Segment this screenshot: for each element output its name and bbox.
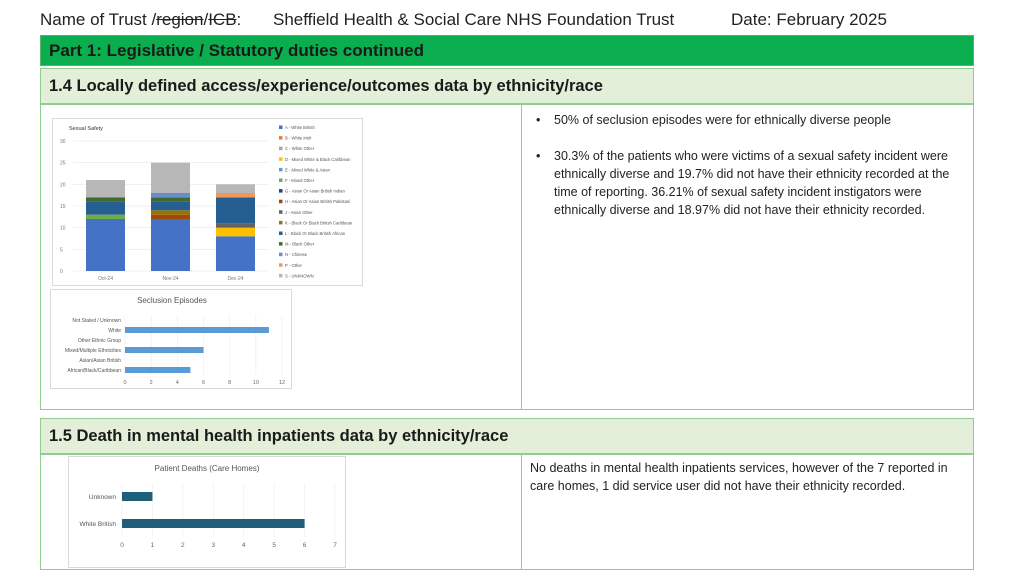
legend-label: B - White Irish	[285, 135, 312, 141]
deaths-bar	[122, 492, 152, 501]
y-category-label: African/Black/Caribbean	[67, 368, 121, 374]
stacked-bar-segment	[151, 197, 190, 201]
stacked-bar-segment	[216, 228, 255, 237]
legend-swatch	[279, 147, 283, 151]
x-tick-label: 10	[252, 380, 259, 386]
x-tick-label: 5	[272, 542, 276, 549]
legend-swatch	[279, 210, 283, 214]
legend-swatch	[279, 232, 283, 236]
y-category-label: Not Stated / Unknown	[72, 318, 121, 324]
legend-label: D - Mixed White & Black Caribbean	[285, 156, 351, 162]
chart-title: Sexual Safety	[69, 126, 103, 132]
legend-label: M - Black Other	[285, 241, 315, 247]
seclusion-bar	[125, 327, 269, 333]
y-tick-label: 15	[60, 204, 66, 210]
stacked-bar-segment	[151, 202, 190, 211]
x-tick-label: Nov-24	[162, 276, 179, 282]
stacked-bar-segment	[151, 215, 190, 219]
y-tick-label: 25	[60, 160, 66, 167]
legend-swatch	[279, 126, 283, 130]
x-tick-label: 7	[333, 542, 337, 549]
seclusion-plot	[51, 290, 293, 390]
x-tick-label: 8	[228, 380, 232, 386]
seclusion-chart	[50, 289, 292, 389]
y-category-label: Asian/Asian British	[79, 358, 121, 364]
legend-label: L - Black Or Black British African	[285, 231, 346, 236]
stacked-bar-segment	[86, 215, 125, 219]
legend-swatch	[279, 221, 283, 225]
legend-label: H - Asian Or Asian British Pakistani	[285, 199, 351, 205]
stacked-bar-segment	[216, 197, 255, 223]
chart-title: Seclusion Episodes	[137, 296, 207, 305]
report-date: Date: February 2025	[731, 10, 887, 29]
trust-name: Sheffield Health & Social Care NHS Foundation Trust	[273, 10, 675, 29]
legend-swatch	[279, 200, 283, 204]
findings-list	[530, 111, 965, 219]
legend-swatch	[279, 242, 283, 246]
stacked-bar-segment	[151, 193, 190, 197]
x-tick-label: 0	[123, 380, 127, 386]
legend-swatch	[279, 189, 283, 193]
seclusion-bar	[125, 367, 190, 373]
x-tick-label: 0	[120, 542, 124, 549]
trust-name-label: Name of Trust /region/ICB:	[40, 10, 242, 29]
y-tick-label: 10	[60, 225, 66, 232]
x-tick-label: 12	[278, 380, 286, 386]
legend-swatch	[279, 168, 283, 172]
y-category-label: Other Ethnic Group	[77, 338, 121, 344]
stacked-bar-segment	[151, 219, 190, 271]
y-tick-label: 5	[60, 247, 63, 254]
section-1-5-title: 1.5 Death in mental health inpatients data by ethnicity/race	[40, 418, 974, 454]
deaths-summary: No deaths in mental health inpatients services, however of the 7 reported in care homes, 1 did service user did not have their ethnicity recorded.	[530, 461, 948, 493]
legend-swatch	[279, 157, 283, 161]
stacked-bar-segment	[86, 197, 125, 201]
sexual-safety-plot	[53, 119, 364, 287]
legend-label: S - UNKNOWN	[285, 273, 314, 279]
legend-swatch	[279, 263, 283, 267]
x-tick-label: 1	[150, 542, 155, 549]
legend-label: C - White Other	[285, 146, 315, 152]
x-tick-label: Dec-24	[227, 276, 244, 282]
section-1-5-text-cell	[521, 454, 974, 570]
y-tick-label: 30	[60, 139, 66, 145]
patient-deaths-chart	[68, 456, 346, 568]
legend-swatch	[279, 136, 283, 140]
x-tick-label: 6	[302, 542, 307, 549]
stacked-bar-segment	[216, 236, 255, 271]
section-1-4-text-cell	[521, 104, 974, 410]
patient-deaths-plot	[69, 457, 347, 569]
legend-swatch	[279, 179, 283, 183]
part-title: Part 1: Legislative / Statutory duties continued	[40, 35, 974, 66]
legend-label: F - Mixed Other	[285, 178, 315, 183]
seclusion-bar	[125, 347, 204, 353]
y-tick-label: 20	[60, 182, 66, 189]
section-1-4-title: 1.4 Locally defined access/experience/outcomes data by ethnicity/race	[40, 68, 974, 104]
x-tick-label: 6	[201, 380, 206, 386]
x-tick-label: 4	[241, 542, 246, 549]
finding-sexual-safety: • 30.3% of the patients who were victims of a sexual safety incident were ethnically diverse and 19.7% did not have their ethnicity recorded at the time of reporting. 36.21% of sexual safety incident instigators were ethnically diverse and 18.97% did not have their ethnicity recorded.	[530, 147, 965, 219]
y-category-label: White British	[79, 521, 116, 528]
stacked-bar-segment	[151, 210, 190, 214]
legend-label: N - Chinese	[285, 252, 308, 258]
legend-label: J - Asian Other	[285, 209, 313, 215]
y-tick-label: 0	[60, 269, 63, 275]
legend-label: K - Black Or Black British Caribbean	[285, 220, 353, 226]
stacked-bar-segment	[216, 184, 255, 193]
legend-label: P - Other	[285, 262, 302, 268]
stacked-bar-segment	[86, 180, 125, 197]
x-tick-label: 2	[149, 380, 153, 386]
x-tick-label: Oct-24	[97, 276, 114, 282]
stacked-bar-segment	[216, 223, 255, 227]
legend-label: A - White British	[285, 125, 315, 130]
legend-label: G - Asian Or Asian British Indian	[285, 188, 345, 194]
stacked-bar-segment	[151, 163, 190, 193]
chart-title: Patient Deaths (Care Homes)	[154, 464, 260, 473]
y-category-label: White	[108, 328, 121, 334]
finding-seclusion: • 50% of seclusion episodes were for ethnically diverse people	[530, 111, 965, 129]
y-category-label: Mixed/Multiple Ethnicities	[64, 348, 121, 354]
stacked-bar-segment	[216, 193, 255, 197]
legend-swatch	[279, 274, 283, 278]
deaths-bar	[122, 519, 305, 528]
x-tick-label: 3	[211, 542, 216, 549]
legend-label: E - Mixed White & Asian	[285, 167, 330, 173]
x-tick-label: 4	[175, 380, 179, 386]
stacked-bar-segment	[86, 219, 125, 271]
sexual-safety-chart	[52, 118, 363, 286]
y-category-label: Unknown	[88, 494, 116, 501]
x-tick-label: 2	[181, 542, 185, 549]
legend-swatch	[279, 253, 283, 257]
stacked-bar-segment	[86, 202, 125, 215]
